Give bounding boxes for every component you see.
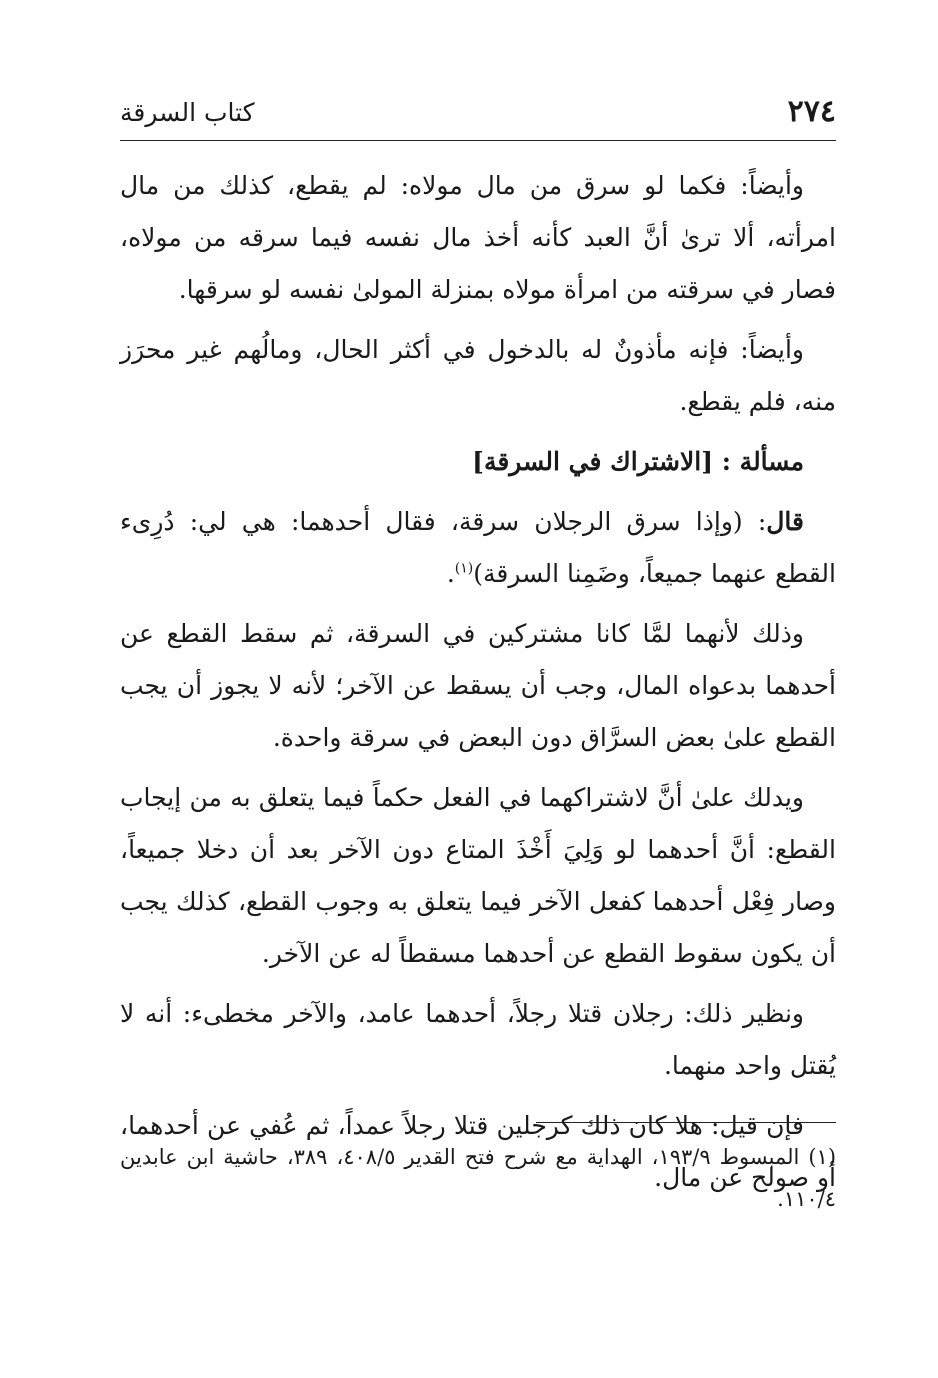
footnote-rule — [536, 1122, 836, 1123]
footnote-1: (١) المبسوط ١٩٣/٩، الهداية مع شرح فتح القدير ٤٠٨/٥، ٣٨٩، حاشية ابن عابدين ١١٠/٤. — [120, 1145, 837, 1211]
header-rule — [120, 140, 836, 141]
paragraph-1: وأيضاً: فكما لو سرق من مال مولاه: لم يقطع، كذلك من مال امرأته، ألا ترىٰ أنَّ العبد كأنه أخذ مال نفسه فيما سرقه من مولاه، فصار في سرقته من امرأة مولاه بمنزلة المولىٰ نفسه لو سرقها. — [120, 171, 836, 304]
paragraph-3-text: : (وإذا سرق الرجلان سرقة، فقال أحدهما: هي لي: دُرِىء القطع عنهما جميعاً، وضَمِنا السرقة) — [120, 507, 836, 588]
footnote-reference: (١) — [454, 560, 474, 577]
main-text — [120, 160, 836, 1212]
footnotes — [120, 1136, 836, 1220]
paragraph-3 — [120, 496, 836, 600]
page-header — [120, 92, 836, 136]
paragraph-5: ويدلك علىٰ أنَّ لاشتراكهما في الفعل حكماً فيما يتعلق به من إيجاب القطع: أنَّ أحدهما لو وَلِيَ أَخْذَ المتاع دون الآخر بعد أن دخلا جميعاً، وصار فِعْل أحدهما كفعل الآخر فيما يتعلق به وجوب القطع، كذلك يجب أن يكون سقوط القطع عن أحدهما مسقطاً له عن الآخر. — [120, 783, 836, 968]
paragraph-2: وأيضاً: فإنه مأذونٌ له بالدخول في أكثر الحال، ومالُهم غير محرَز منه، فلم يقطع. — [120, 335, 836, 416]
paragraph-3-tail: . — [446, 559, 455, 588]
issue-heading: مسألة : [الاشتراك في السرقة] — [472, 447, 804, 476]
page-number: ٢٧٤ — [787, 94, 836, 129]
paragraph-6: ونظير ذلك: رجلان قتلا رجلاً، أحدهما عامد، والآخر مخطىء: أنه لا يُقتل واحد منهما. — [120, 999, 836, 1080]
running-title: كتاب السرقة — [120, 98, 255, 127]
paragraph-7: فإن قيل: هلا كان ذلك كرجلين قتلا رجلاً عمداً، ثم عُفي عن أحدهما، أو صولح عن مال. — [120, 1111, 836, 1192]
said-lead-word: قال — [766, 507, 804, 536]
paragraph-4: وذلك لأنهما لمَّا كانا مشتركين في السرقة، ثم سقط القطع عن أحدهما بدعواه المال، وجب أن يسقط عن الآخر؛ لأنه لا يجوز أن يجب القطع علىٰ بعض السرَّاق دون البعض في سرقة واحدة. — [120, 619, 836, 752]
